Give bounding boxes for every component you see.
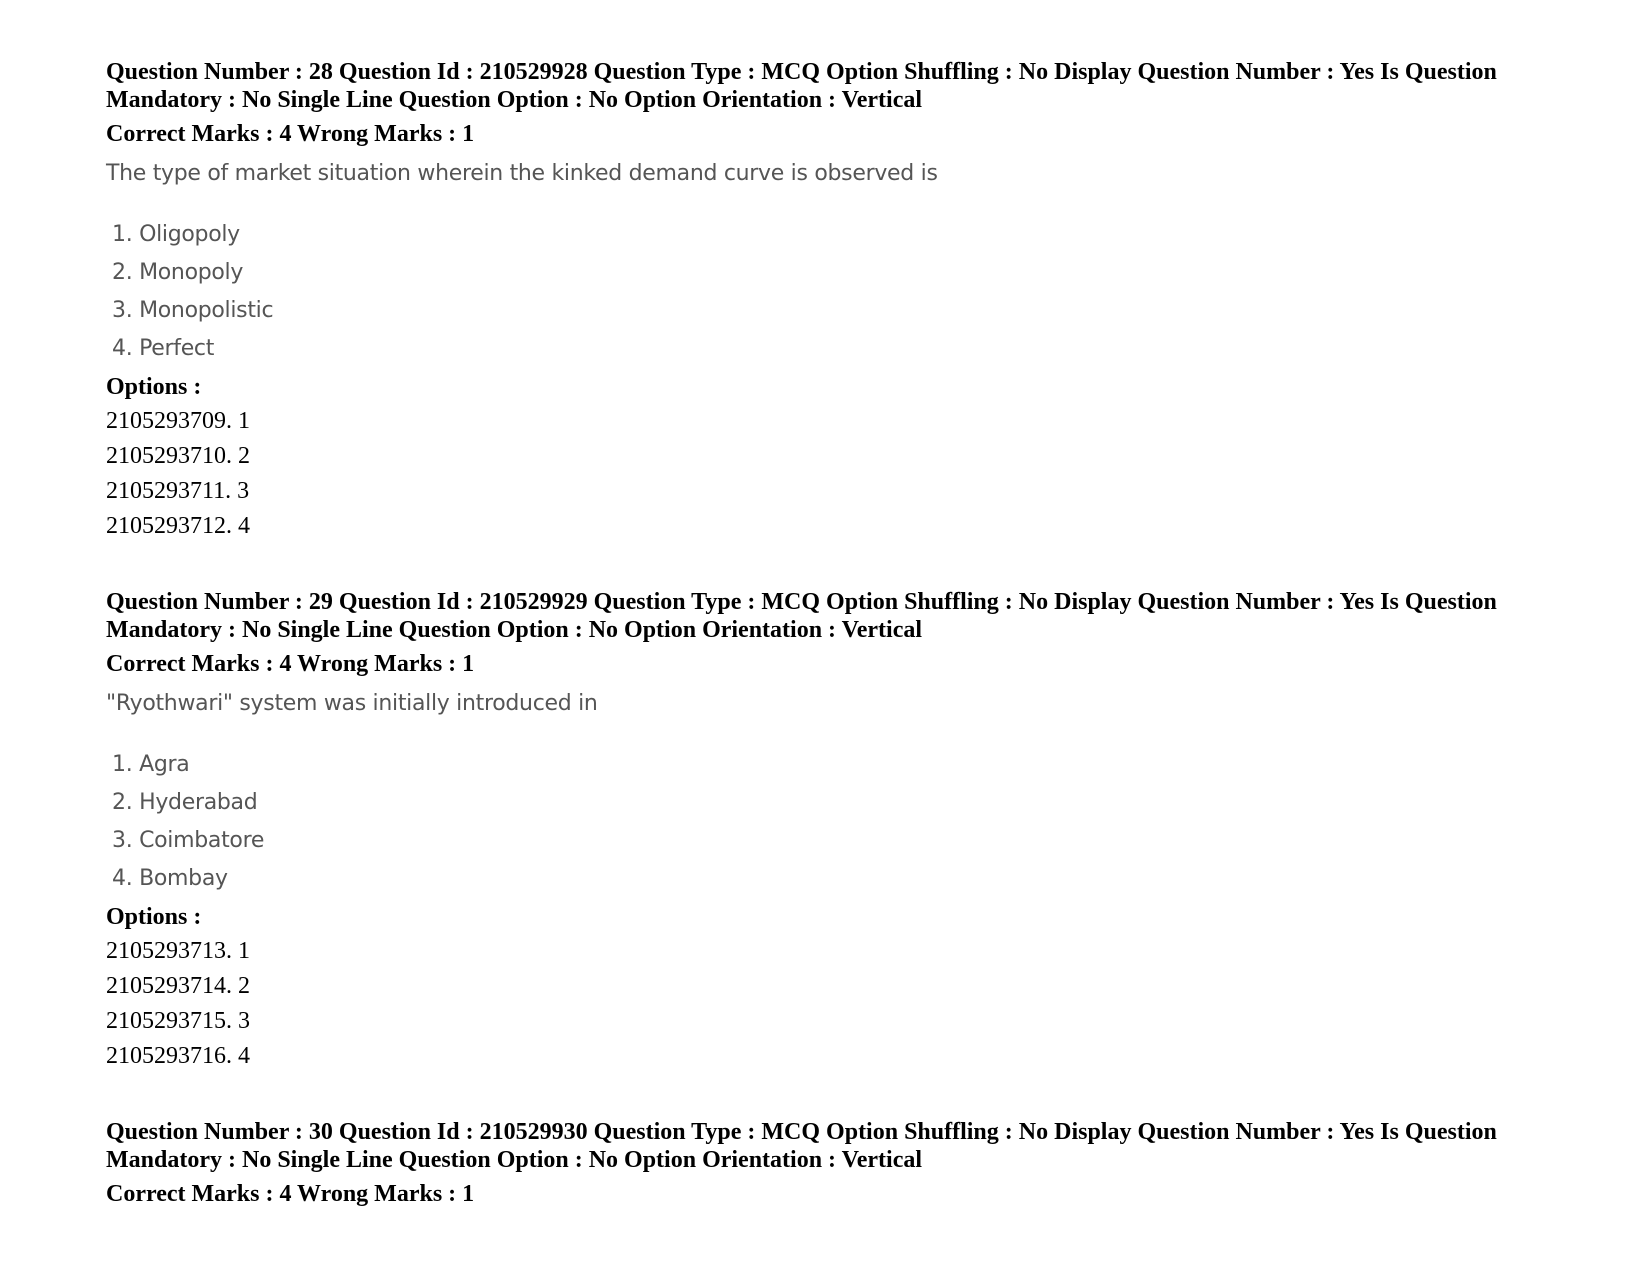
- choice-list: [106, 746, 1576, 898]
- question-stem: The type of market situation wherein the kinked demand curve is observed is: [106, 161, 938, 186]
- choice-item: 3. Coimbatore: [112, 828, 265, 853]
- question-block-28: [106, 58, 1576, 544]
- option-id-item: 2105293712. 4: [106, 513, 250, 539]
- option-id-item: 2105293709. 1: [106, 408, 250, 434]
- options-label: Options :: [106, 904, 202, 930]
- option-id-list: [106, 404, 1576, 544]
- question-marks: Correct Marks : 4 Wrong Marks : 1: [106, 1181, 475, 1207]
- question-marks: Correct Marks : 4 Wrong Marks : 1: [106, 651, 475, 677]
- choice-item: 3. Monopolistic: [112, 298, 274, 323]
- option-id-item: 2105293710. 2: [106, 443, 250, 469]
- option-id-item: 2105293711. 3: [106, 478, 250, 504]
- question-image: [106, 158, 1576, 368]
- question-spacer: [106, 1074, 1576, 1118]
- option-id-item: 2105293716. 4: [106, 1043, 250, 1069]
- question-image: [106, 688, 1576, 898]
- question-spacer: [106, 544, 1576, 588]
- option-id-item: 2105293713. 1: [106, 938, 250, 964]
- question-header: Question Number : 29 Question Id : 210529929 Question Type : MCQ Option Shuffling : No Display Question Number : Yes Is Question Mandatory : No Single Line Question Option : No Option Orientation : Vertical: [106, 589, 1497, 643]
- choice-list: [106, 216, 1576, 368]
- question-paper: [106, 58, 1576, 1208]
- choice-item: 4. Perfect: [112, 336, 215, 361]
- question-stem: "Ryothwari" system was initially introduced in: [106, 691, 598, 716]
- question-block-29: [106, 588, 1576, 1074]
- choice-item: 1. Agra: [112, 752, 190, 777]
- question-block-30: [106, 1118, 1576, 1208]
- choice-item: 1. Oligopoly: [112, 222, 240, 247]
- question-header: Question Number : 28 Question Id : 210529928 Question Type : MCQ Option Shuffling : No Display Question Number : Yes Is Question Mandatory : No Single Line Question Option : No Option Orientation : Vertical: [106, 59, 1497, 113]
- option-id-item: 2105293714. 2: [106, 973, 250, 999]
- question-header: Question Number : 30 Question Id : 210529930 Question Type : MCQ Option Shuffling : No Display Question Number : Yes Is Question Mandatory : No Single Line Question Option : No Option Orientation : Vertical: [106, 1119, 1497, 1173]
- options-label: Options :: [106, 374, 202, 400]
- option-id-list: [106, 934, 1576, 1074]
- choice-item: 2. Monopoly: [112, 260, 244, 285]
- choice-item: 2. Hyderabad: [112, 790, 258, 815]
- question-marks: Correct Marks : 4 Wrong Marks : 1: [106, 121, 475, 147]
- choice-item: 4. Bombay: [112, 866, 228, 891]
- option-id-item: 2105293715. 3: [106, 1008, 250, 1034]
